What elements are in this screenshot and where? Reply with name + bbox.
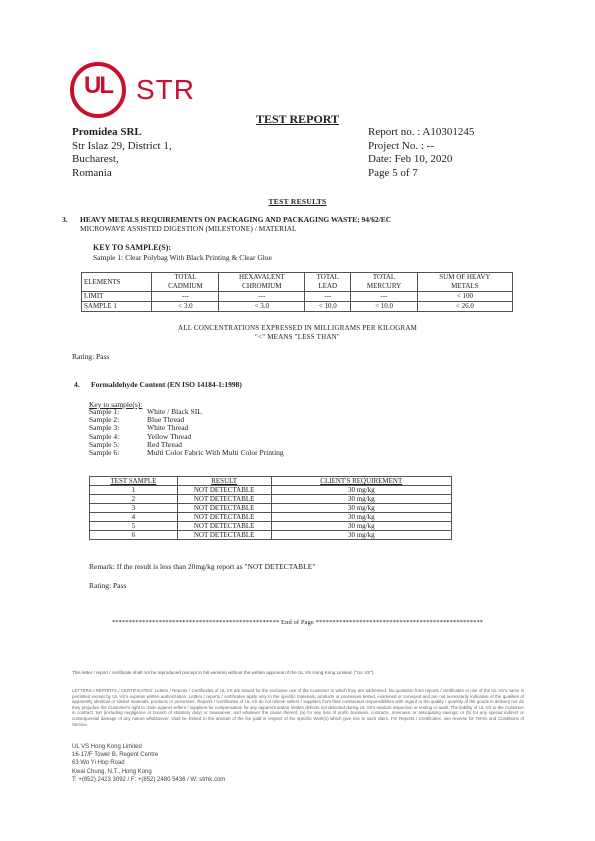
table-cell: LIMIT — [82, 292, 152, 302]
report-date: Date: Feb 10, 2020 — [368, 153, 453, 165]
end-of-page-marker: ************************************************** End of Page ************************************************** — [111, 619, 484, 626]
header-cell: HEXAVALENT CHROMIUM — [219, 273, 305, 292]
logo-mark: UL — [84, 72, 112, 99]
section-4-rating: Rating: Pass — [89, 581, 127, 590]
section-3-sample: Sample 1: Clear Polybag With Black Printing & Clear Glue — [93, 253, 272, 262]
client-address-line: Str Islaz 29, District 1, — [72, 139, 172, 152]
client-address-line: Bucharest, — [72, 153, 119, 165]
table-row: 5 NOT DETECTABLE 30 mg/kg — [90, 522, 452, 531]
table-cell: --- — [219, 292, 305, 302]
company-line: Kwai Chung, N.T., Hong Kong — [72, 768, 152, 775]
table-cell: SAMPLE 1 — [82, 302, 152, 312]
section-3-subtitle: MICROWAVE ASSISTED DIGESTION (MILESTONE) / MATERIAL — [80, 224, 297, 233]
header-cell: TOTAL CADMIUM — [152, 273, 219, 292]
concentration-note: ALL CONCENTRATIONS EXPRESSED IN MILLIGRAMS PER KILOGRAM — [177, 324, 418, 332]
table-row: 3 NOT DETECTABLE 30 mg/kg — [90, 504, 452, 513]
client-address-block — [72, 126, 172, 180]
list-item: Sample 3: White Thread — [89, 423, 189, 433]
table-header-row — [82, 273, 513, 292]
list-item: Sample 4: Yellow Thread — [89, 431, 192, 441]
section-3-rating: Rating: Pass — [72, 352, 110, 361]
header-cell: RESULT — [177, 477, 271, 486]
table-cell: --- — [351, 292, 417, 302]
table-row: 1 NOT DETECTABLE 30 mg/kg — [90, 486, 452, 495]
table-row: 6 NOT DETECTABLE 30 mg/kg — [90, 531, 452, 540]
section-4-number: 4. — [74, 380, 80, 389]
table-header-row — [90, 477, 452, 486]
report-title: TEST REPORT — [255, 112, 340, 126]
report-meta-block — [368, 126, 474, 180]
formaldehyde-remark: Remark: If the result is less than 20mg/kg report as "NOT DETECTABLE" — [89, 562, 316, 571]
page-number: Page 5 of 7 — [368, 166, 418, 179]
logo-text: STR — [136, 74, 195, 105]
table-row — [82, 292, 513, 302]
section-3-number: 3. — [62, 215, 68, 224]
reproduction-notice: This letter / report / certificate shall not be reproduced (except in full version) without the written approval of the UL VS Hong Kong Limited. ("UL VS") — [72, 670, 374, 675]
company-line: 16-17/F Tower B, Regent Centre — [72, 752, 159, 759]
test-results-heading: TEST RESULTS — [268, 197, 327, 206]
table-cell: < 3.0 — [152, 302, 219, 312]
header-cell: TOTAL MERCURY — [351, 273, 417, 292]
company-line: UL VS Hong Kong Limited — [72, 744, 142, 750]
table-row — [82, 302, 513, 312]
table-row: 4 NOT DETECTABLE 30 mg/kg — [90, 513, 452, 522]
table-cell: --- — [305, 292, 351, 302]
sample-key-list — [89, 408, 284, 457]
header-cell: TOTAL LEAD — [305, 273, 351, 292]
table-cell: --- — [152, 292, 219, 302]
header-cell: CLIENT'S REQUIREMENT — [271, 477, 451, 486]
table-cell: < 26.0 — [417, 302, 512, 312]
table-cell: < 3.0 — [219, 302, 305, 312]
company-line: 63 Wo Yi Hop Road — [72, 760, 125, 767]
table-cell: < 10.0 — [351, 302, 417, 312]
project-number: Project No. : -- — [368, 139, 434, 152]
header-cell: SUM OF HEAVY METALS — [417, 273, 512, 292]
legal-disclaimer: LETTERS / REPORTS / CERTIFICATES: Letters / Reports / Certificates of UL VS are issued for the exclusive use of the Customer to which they are addressed. No quotation from reports / certificates or use of the UL VS's name is permitted except by UL VS's express written authorization. Letters / reports / certificates apply only to the specific materials, products or processes tested, examined or surveyed and are not necessarily indicative of the qualities of apparently identical or similar materials, products or processes. Reports / Certificates of UL VS do not relieve sellers / suppliers from their contractual responsibilities with regard to the quality / quantity of the goods in delivery nor do they prejudice the Customer's right to claim against sellers / suppliers for compensation for any apparent and/or hidden defects not detected during UL VS's random inspection or testing or audit. The liability of UL VS to the Customer in contract, tort (including negligence or breach of statutory duty) or howsoever, and whatever the cause thereof, (a) for any loss of profit, business, contracts, revenues, or anticipating savings; or (b) for any special indirect or consequential damage of any nature whatsoever, shall be limited to the amount of the fee paid in respect of the specific Work(s) which give rise to such claim. For Reports / Certificates, see reverse for Terms and Conditions of Service. — [72, 688, 524, 727]
section-3-title: HEAVY METALS REQUIREMENTS ON PACKAGING AND PACKAGING WASTE: 94/62/EC — [80, 215, 392, 224]
company-address-block — [72, 743, 225, 784]
list-item: Sample 2: Blue Thread — [89, 415, 185, 425]
table-row: 2 NOT DETECTABLE 30 mg/kg — [90, 495, 452, 504]
client-address-line: Romania — [72, 166, 112, 179]
header-cell: TEST SAMPLE — [90, 477, 178, 486]
table-cell: < 100 — [417, 292, 512, 302]
report-number: Report no. : A10301245 — [368, 126, 475, 138]
section-4-key-title: Key to sample(s): — [89, 400, 143, 409]
list-item: Sample 1: White / Black SIL — [89, 407, 202, 416]
list-item: Sample 5: Red Thread — [89, 439, 183, 449]
section-3-key-title: KEY TO SAMPLE(S): — [93, 243, 172, 252]
list-item: Sample 6: Multi Color Fabric With Multi Color Printing — [89, 448, 284, 458]
less-than-note: "<" MEANS "LESS THAN" — [255, 333, 340, 341]
header-cell: ELEMENTS — [82, 273, 152, 292]
section-4-title: Formaldehyde Content (EN ISO 14184-1:1998) — [91, 380, 242, 389]
formaldehyde-table — [89, 476, 452, 540]
ul-str-logo — [70, 62, 195, 118]
company-line: T: +(852) 2423 3092 / F: +(852) 2480 5436 / W: strhk.com — [72, 776, 226, 783]
heavy-metals-table — [81, 272, 513, 312]
client-name: Promidea SRL — [72, 126, 142, 138]
table-cell: < 10.0 — [305, 302, 351, 312]
